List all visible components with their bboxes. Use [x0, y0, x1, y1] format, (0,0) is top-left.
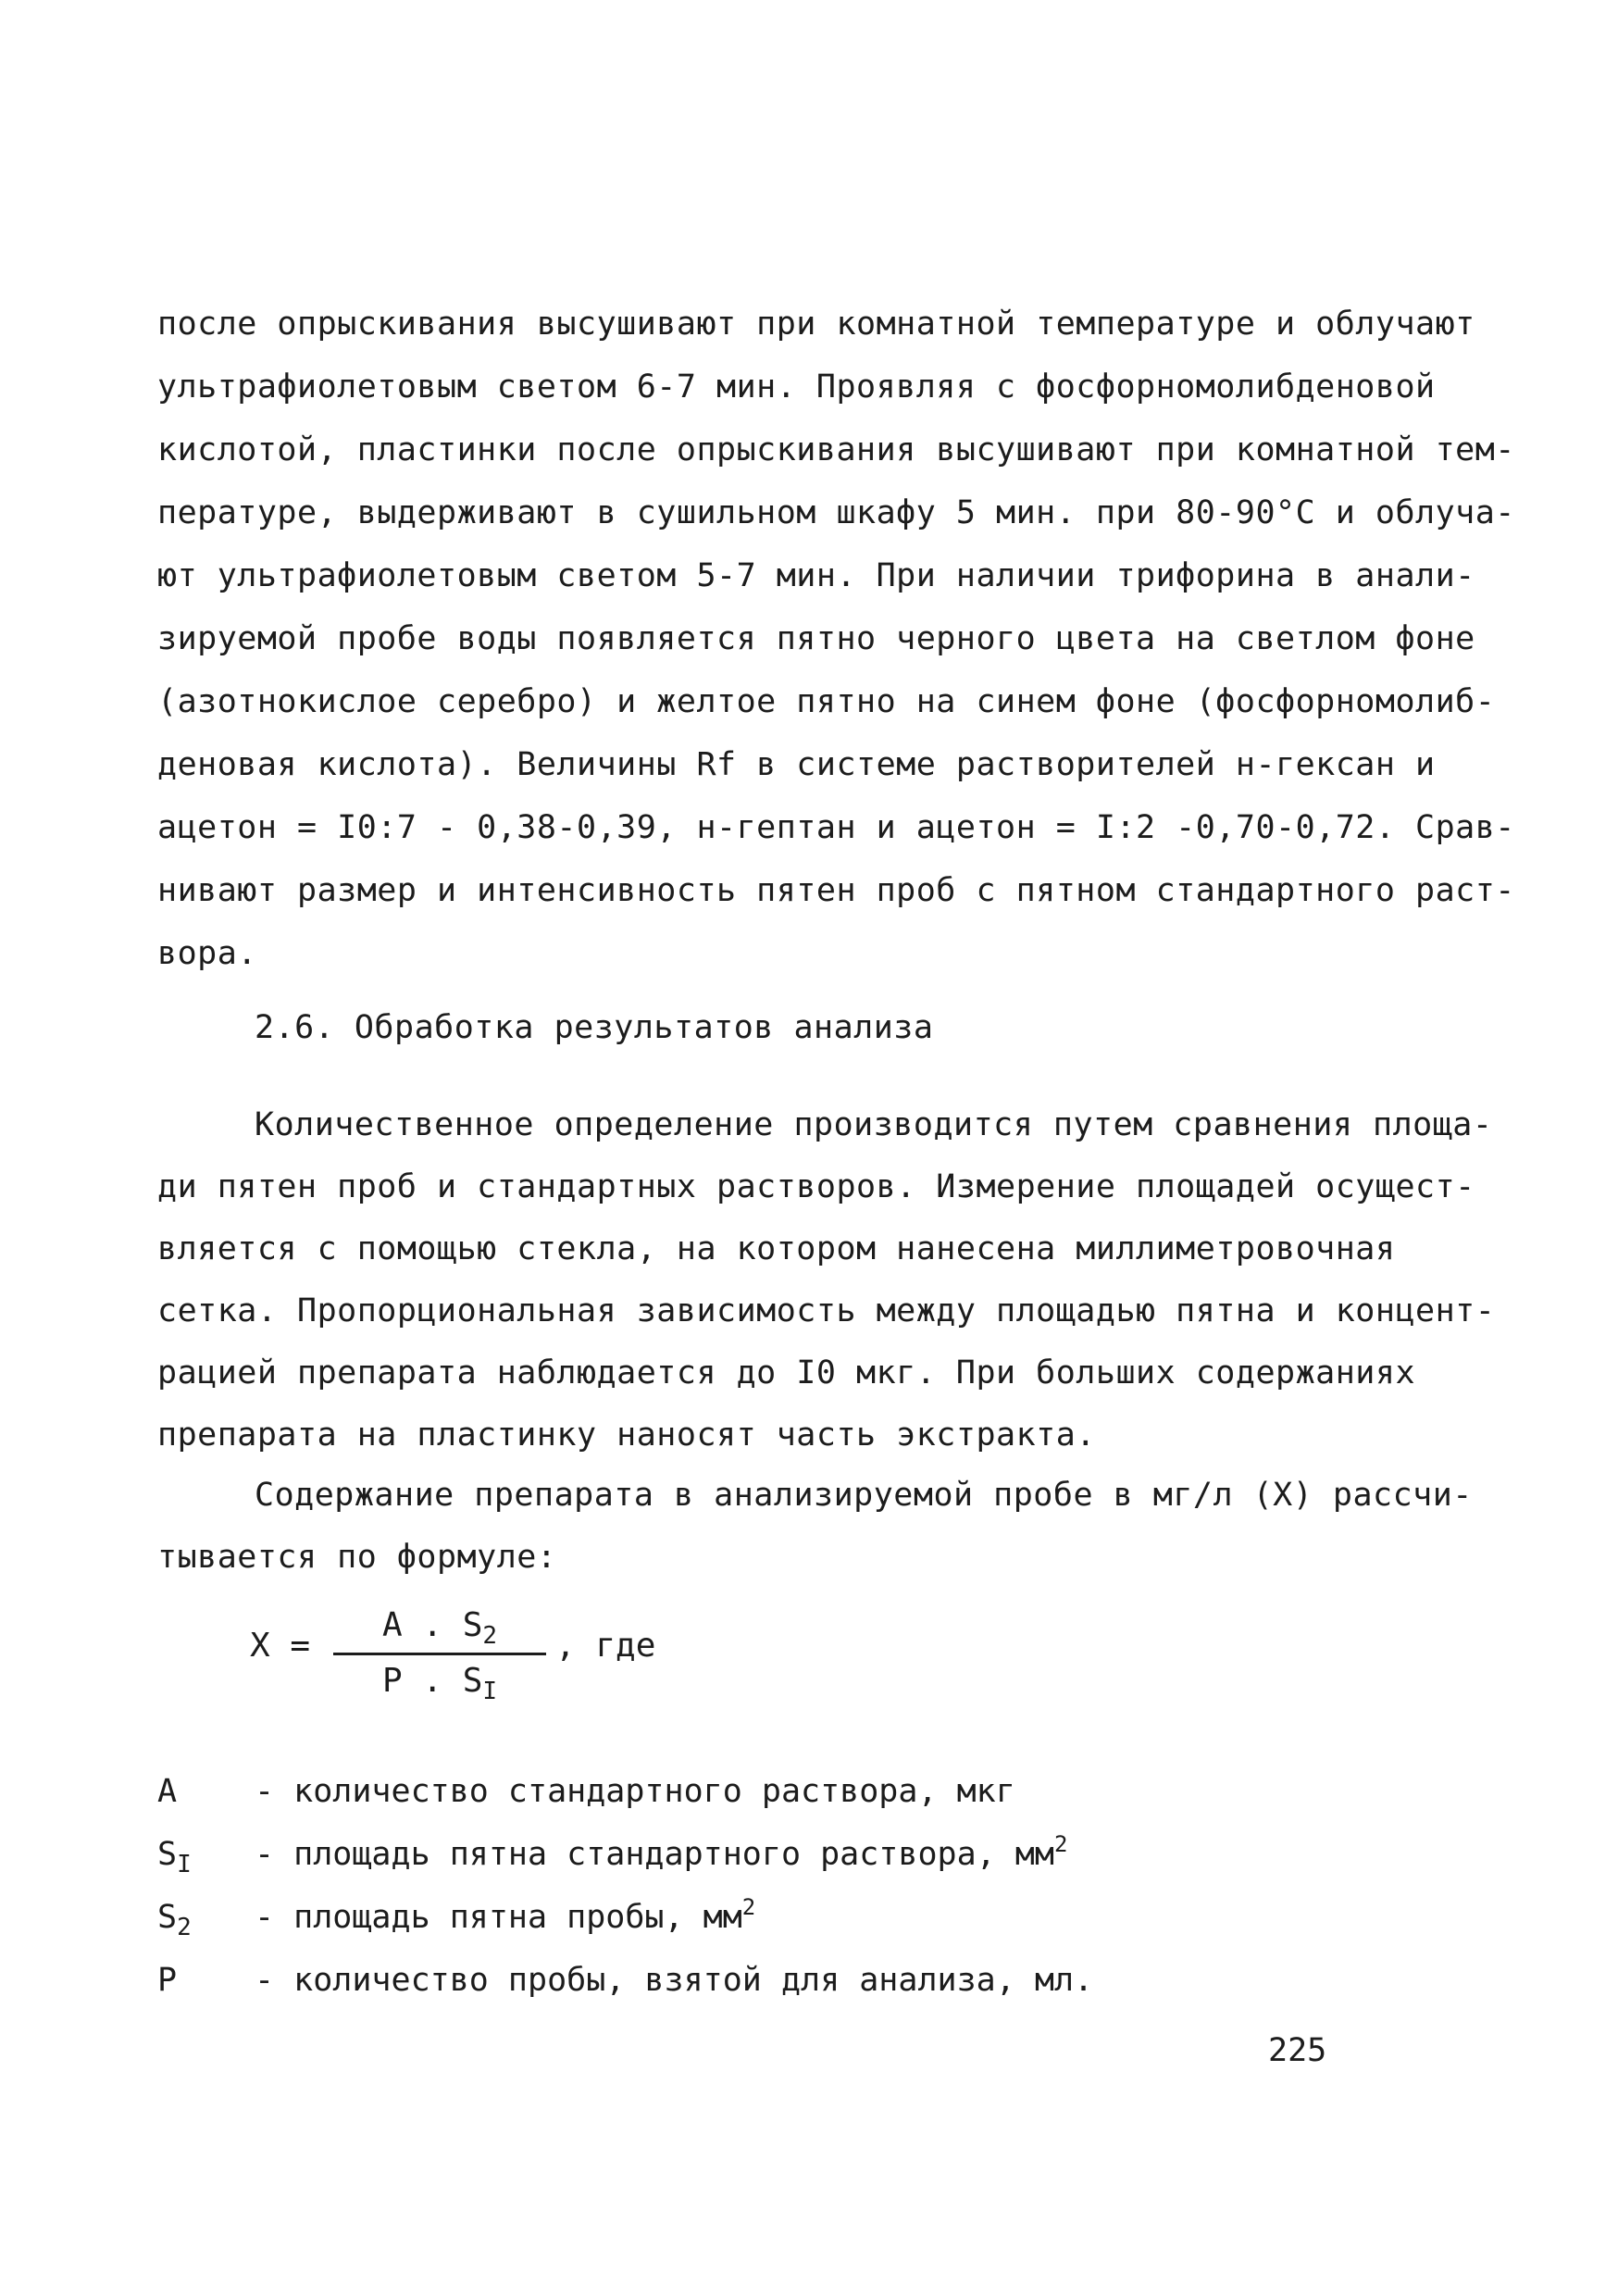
text-line: Содержание препарата в анализируемой пробе в мг/л (Х) рассчи- [255, 1477, 1473, 1514]
section-heading: 2.6. Обработка результатов анализа [255, 1009, 934, 1046]
text-line: ди пятен проб и стандартных растворов. Измерение площадей осущест- [157, 1168, 1475, 1205]
formula-lhs: X = [250, 1627, 311, 1665]
text-line: рацией препарата наблюдается до I0 мкг. При больших содержаниях [157, 1354, 1416, 1391]
text-line: вляется с помощью стекла, на котором нанесена миллиметровочная [157, 1230, 1396, 1267]
fraction-bar [333, 1653, 546, 1655]
text-line: ультрафиолетовым светом 6-7 мин. Проявляя с фосфорномолибденовой [157, 368, 1436, 406]
text-line: тывается по формуле: [157, 1539, 557, 1576]
formula-sub: 2 [482, 1622, 498, 1650]
legend-symbol: A [157, 1773, 178, 1810]
text-line: кислотой, пластинки после опрыскивания высушивают при комнатной тем- [157, 431, 1515, 468]
text-line: вора. [157, 935, 257, 972]
legend-symbol: $S_2$ [157, 1899, 192, 1941]
formula-sub: I [482, 1678, 498, 1705]
formula-tail: , где [555, 1627, 656, 1665]
legend-text: - количество стандартного раствора, мкг [255, 1773, 1015, 1810]
legend-text: - количество пробы, взятой для анализа, мл. [255, 1962, 1094, 1999]
legend-row: $S_I$ - площадь пятна стандартного раствора, $мм^2$ [157, 1831, 1068, 1878]
legend-row: $S_2$ - площадь пятна пробы, $мм^2$ [157, 1894, 756, 1941]
formula-s: S [462, 1606, 483, 1644]
formula-op: . [422, 1606, 443, 1644]
text-line: (азотнокислое серебро) и желтое пятно на синем фоне (фосфорномолиб- [157, 683, 1496, 720]
text-line: Количественное определение производится путем сравнения площа- [255, 1106, 1493, 1143]
formula-p: P [381, 1662, 403, 1700]
text-line: пературе, выдерживают в сушильном шкафу 5 мин. при 80-90°С и облуча- [157, 494, 1515, 531]
legend-symbol: P [157, 1962, 178, 1999]
text-line: деновая кислота). Величины Rf в системе растворителей н-гексан и [157, 746, 1436, 783]
formula [250, 1606, 713, 1736]
formula-op: . [422, 1662, 443, 1700]
legend-text: - площадь пятна стандартного раствора, мм [255, 1836, 1054, 1873]
text-line: зируемой пробе воды появляется пятно черного цвета на светлом фоне [157, 620, 1475, 657]
legend-row [157, 1768, 1015, 1816]
legend-row [157, 1957, 1093, 2004]
text-line: ют ультрафиолетовым светом 5-7 мин. При наличии трифорина в анали- [157, 557, 1475, 594]
legend-symbol: $S_I$ [157, 1836, 192, 1878]
text-line: нивают размер и интенсивность пятен проб с пятном стандартного раст- [157, 872, 1515, 909]
page-number: 225 [1268, 2032, 1327, 2069]
formula-numerator [333, 1606, 546, 1650]
text-line: сетка. Пропорциональная зависимость между площадью пятна и концент- [157, 1292, 1496, 1329]
legend-text: - площадь пятна пробы, мм [255, 1899, 742, 1936]
formula-a: A [381, 1606, 403, 1644]
text-line: ацетон = I0:7 - 0,38-0,39, н-гептан и ацетон = I:2 -0,70-0,72. Срав- [157, 809, 1515, 846]
text-line: препарата на пластинку наносят часть экстракта. [157, 1416, 1096, 1454]
formula-s: S [462, 1662, 483, 1700]
formula-denominator [333, 1662, 546, 1705]
text-line: после опрыскивания высушивают при комнатной температуре и облучают [157, 306, 1475, 343]
